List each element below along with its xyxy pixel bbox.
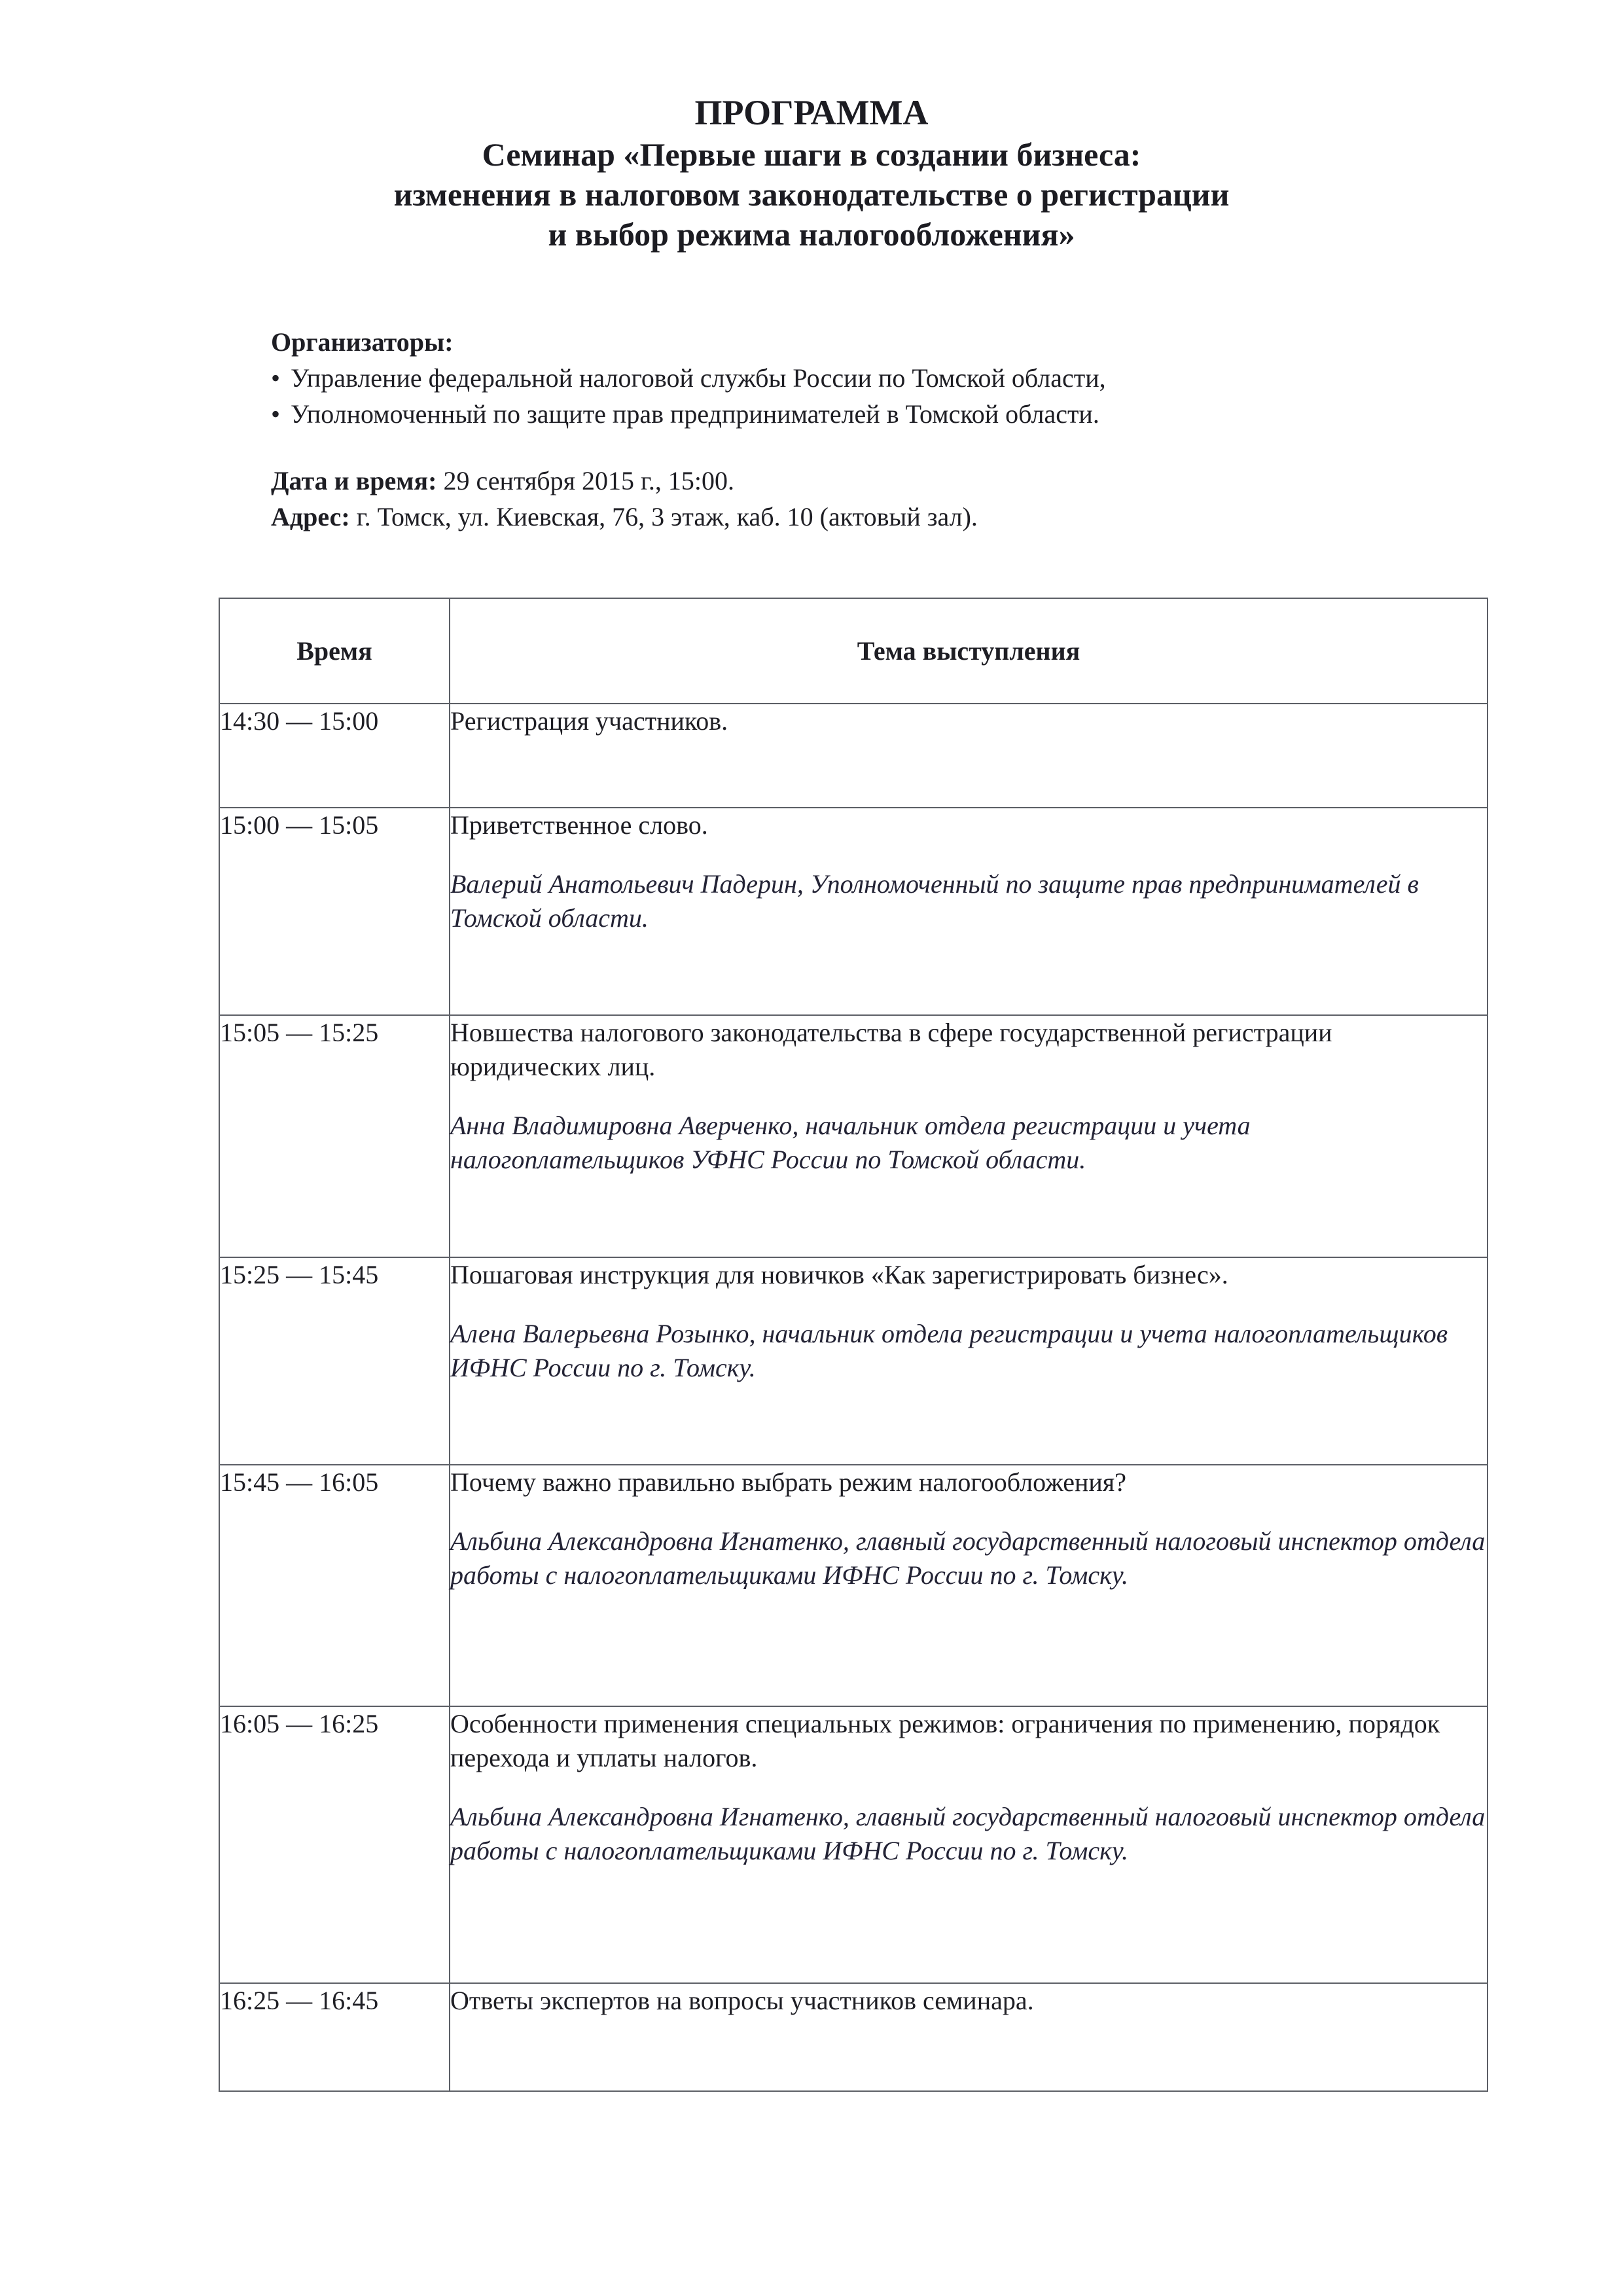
- schedule-table: [219, 598, 1488, 2092]
- session-cell: [450, 1983, 1488, 2091]
- schedule-row: [219, 704, 1488, 808]
- event-datetime: [271, 463, 1514, 499]
- schedule-header-row: [219, 598, 1488, 704]
- schedule-row: [219, 1465, 1488, 1706]
- session-topic: Пошаговая инструкция для новичков «Как зарегистрировать бизнес».: [450, 1260, 1228, 1289]
- session-time: 16:25 — 16:45: [219, 1983, 450, 2091]
- session-topic: Регистрация участников.: [450, 706, 728, 736]
- schedule-row: [219, 808, 1488, 1015]
- schedule-row: [219, 1706, 1488, 1983]
- session-time: 16:05 — 16:25: [219, 1706, 450, 1983]
- schedule-row: [219, 1257, 1488, 1465]
- session-speaker: Альбина Александровна Игнатенко, главный государственный налоговый инспектор отдела работы с налогоплательщиками ИФНС России по г. Томску.: [450, 1802, 1486, 1865]
- session-time: 15:05 — 15:25: [219, 1015, 450, 1257]
- column-header-time: Время: [219, 598, 450, 704]
- session-time: 15:25 — 15:45: [219, 1257, 450, 1465]
- session-speaker: Валерий Анатольевич Падерин, Уполномоченный по защите прав предпринимателей в Томской области.: [450, 869, 1419, 933]
- session-time: 15:45 — 16:05: [219, 1465, 450, 1706]
- title-block: [0, 92, 1623, 255]
- organizer-item: • Уполномоченный по защите прав предпринимателей в Томской области.: [271, 396, 1514, 432]
- address-label: Адрес:: [271, 502, 350, 531]
- session-topic: Особенности применения специальных режимов: ограничения по применению, порядок перехода и уплаты налогов.: [450, 1709, 1440, 1772]
- schedule-row: [219, 1983, 1488, 2091]
- session-time: 14:30 — 15:00: [219, 704, 450, 808]
- session-cell: [450, 1706, 1488, 1983]
- page-title: ПРОГРАММА: [694, 93, 929, 132]
- session-speaker: Альбина Александровна Игнатенко, главный государственный налоговый инспектор отдела работы с налогоплательщиками ИФНС России по г. Томску.: [450, 1526, 1486, 1590]
- address-value: г. Томск, ул. Киевская, 76, 3 этаж, каб. 10 (актовый зал).: [349, 502, 978, 531]
- organizers-label: Организаторы:: [271, 327, 454, 357]
- session-speaker: Алена Валерьевна Розынко, начальник отдела регистрации и учета налогоплательщиков ИФНС России по г. Томску.: [450, 1319, 1448, 1382]
- event-info: [271, 324, 1514, 535]
- session-cell: [450, 1257, 1488, 1465]
- session-cell: [450, 1465, 1488, 1706]
- schedule-row: [219, 1015, 1488, 1257]
- column-header-topic: Тема выступления: [450, 598, 1488, 704]
- session-topic: Почему важно правильно выбрать режим налогообложения?: [450, 1467, 1126, 1497]
- event-address: [271, 499, 1514, 535]
- session-speaker: Анна Владимировна Аверченко, начальник отдела регистрации и учета налогоплательщиков УФНС России по Томской области.: [450, 1111, 1251, 1174]
- datetime-label: Дата и время:: [271, 466, 437, 495]
- session-cell: [450, 1015, 1488, 1257]
- seminar-title-line-1: Семинар «Первые шаги в создании бизнеса:: [482, 136, 1141, 173]
- organizer-item: • Управление федеральной налоговой службы России по Томской области,: [271, 360, 1514, 396]
- session-topic: Приветственное слово.: [450, 810, 708, 840]
- session-cell: [450, 808, 1488, 1015]
- session-time: 15:00 — 15:05: [219, 808, 450, 1015]
- session-topic: Ответы экспертов на вопросы участников семинара.: [450, 1986, 1034, 2015]
- seminar-title-line-2: изменения в налоговом законодательстве о регистрации: [393, 176, 1230, 213]
- datetime-value: 29 сентября 2015 г., 15:00.: [437, 466, 734, 495]
- session-cell: [450, 704, 1488, 808]
- seminar-title-line-3: и выбор режима налогообложения»: [548, 216, 1075, 253]
- session-topic: Новшества налогового законодательства в сфере государственной регистрации юридических лиц.: [450, 1018, 1332, 1081]
